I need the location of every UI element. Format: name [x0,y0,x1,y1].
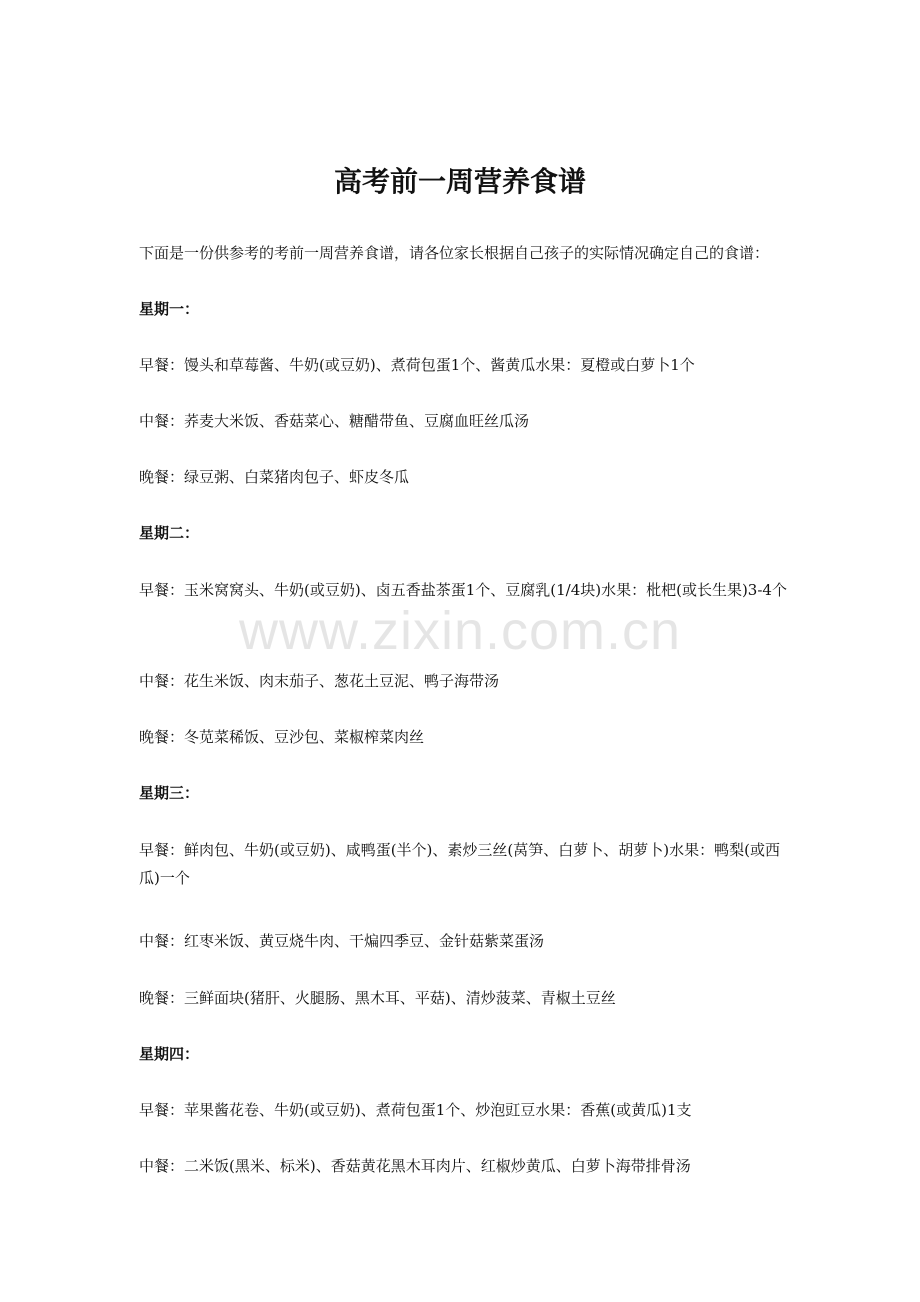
watermark: www.zixin.com.cn [238,601,682,661]
monday-breakfast: 早餐：馒头和草莓酱、牛奶(或豆奶)、煮荷包蛋1个、酱黄瓜水果：夏橙或白萝卜1个 [139,356,695,374]
tuesday-lunch: 中餐：花生米饭、肉末茄子、葱花土豆泥、鸭子海带汤 [139,672,500,690]
thursday-lunch: 中餐：二米饭(黑米、标米)、香菇黄花黑木耳肉片、红椒炒黄瓜、白萝卜海带排骨汤 [139,1157,691,1175]
wednesday-breakfast: 早餐：鲜肉包、牛奶(或豆奶)、咸鸭蛋(半个)、素炒三丝(莴笋、白萝卜、胡萝卜)水果：鸭梨(或西瓜)一个 [139,841,780,887]
heading-monday: 星期一： [139,300,200,318]
wednesday-lunch: 中餐：红枣米饭、黄豆烧牛肉、干煸四季豆、金针菇紫菜蛋汤 [139,932,545,950]
tuesday-breakfast: 早餐：玉米窝窝头、牛奶(或豆奶)、卤五香盐茶蛋1个、豆腐乳(1/4块)水果：枇杷(或长生果)3-4个 [139,581,787,599]
page-title: 高考前一周营养食谱 [333,165,586,198]
monday-lunch: 中餐：荞麦大米饭、香菇菜心、糖醋带鱼、豆腐血旺丝瓜汤 [139,412,530,430]
thursday-breakfast: 早餐：苹果酱花卷、牛奶(或豆奶)、煮荷包蛋1个、炒泡豇豆水果：香蕉(或黄瓜)1支 [139,1101,692,1119]
intro-paragraph: 下面是一份供参考的考前一周营养食谱，请各位家长根据自己孩子的实际情况确定自己的食谱： [139,244,770,262]
heading-wednesday: 星期三： [139,784,200,802]
tuesday-dinner: 晚餐：冬苋菜稀饭、豆沙包、菜椒榨菜肉丝 [139,728,425,746]
monday-dinner: 晚餐：绿豆粥、白菜猪肉包子、虾皮冬瓜 [139,468,410,486]
heading-tuesday: 星期二： [139,524,200,542]
wednesday-dinner: 晚餐：三鲜面块(猪肝、火腿肠、黑木耳、平菇)、清炒菠菜、青椒土豆丝 [139,989,616,1007]
heading-thursday: 星期四： [139,1045,200,1063]
